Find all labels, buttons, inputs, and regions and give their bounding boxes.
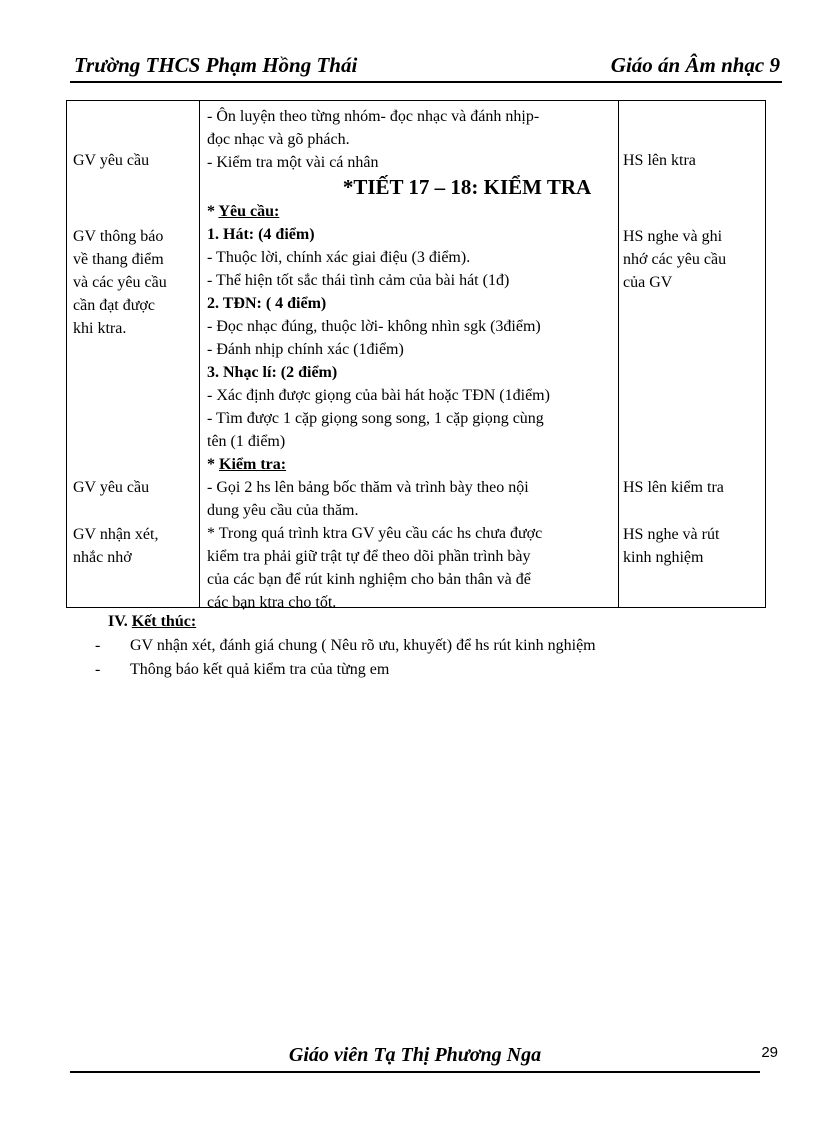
ending-label: Kết thúc: — [131, 613, 197, 630]
ending-section — [95, 610, 596, 682]
content-line: - Gọi 2 hs lên bảng bốc thăm và trình bày theo nội — [207, 479, 529, 496]
content-line: kiểm tra phải giữ trật tự để theo dõi phần trình bày — [207, 548, 531, 565]
lesson-title: *TIẾT 17 – 18: KIỂM TRA — [342, 175, 592, 199]
page-header — [70, 50, 782, 82]
left-cell-2-line: về thang điểm — [73, 251, 164, 268]
content-intro — [207, 105, 617, 174]
requirements-heading — [207, 200, 617, 223]
content-line: - Tìm được 1 cặp giọng song song, 1 cặp giọng cùng — [207, 410, 544, 427]
left-cell-2-line: cần đạt được — [73, 297, 155, 314]
ending-item — [95, 658, 596, 682]
header-rule — [70, 81, 782, 83]
content-line: - Xác định được giọng của bài hát hoặc TĐN (1điểm) — [207, 387, 550, 404]
right-cell-2 — [623, 225, 763, 294]
left-cell-2 — [73, 225, 197, 340]
bullet-dash: - — [95, 637, 101, 654]
right-cell-4-line: HS nghe và rút — [623, 526, 720, 543]
left-cell-3: GV yêu cầu — [73, 479, 150, 496]
content-line: * Trong quá trình ktra GV yêu cầu các hs chưa được — [207, 525, 543, 542]
ending-item-text: GV nhận xét, đánh giá chung ( Nêu rõ ưu, khuyết) để hs rút kinh nghiệm — [130, 637, 596, 654]
content-line: - Đọc nhạc đúng, thuộc lời- không nhìn sgk (3điểm) — [207, 318, 541, 335]
left-cell-1: GV yêu cầu — [73, 152, 150, 169]
section-heading: 1. Hát: (4 điểm) — [207, 226, 315, 243]
content-line: - Ôn luyện theo từng nhóm- đọc nhạc và đánh nhịp- — [207, 108, 540, 125]
bullet-dash: - — [95, 661, 101, 678]
requirements-block — [207, 200, 617, 614]
school-name: Trường THCS Phạm Hồng Thái — [74, 53, 358, 77]
ending-item-text: Thông báo kết quả kiểm tra của từng em — [130, 661, 390, 678]
left-cell-4 — [73, 523, 197, 569]
left-cell-4-line: GV nhận xét, — [73, 526, 159, 543]
ending-item — [95, 634, 596, 658]
ending-heading — [108, 610, 596, 634]
content-line: của các bạn để rút kinh nghiệm cho bản thân và để — [207, 571, 531, 588]
ending-prefix: IV. — [108, 613, 132, 630]
page-number: 29 — [761, 1044, 778, 1061]
content-line: - Đánh nhịp chính xác (1điểm) — [207, 341, 404, 358]
content-line: đọc nhạc và gõ phách. — [207, 131, 350, 148]
subject-title: Giáo án Âm nhạc 9 — [610, 53, 780, 77]
star-mark: * — [207, 456, 219, 473]
right-cell-2-line: nhớ các yêu cầu — [623, 251, 727, 268]
right-cell-1: HS lên ktra — [623, 152, 696, 169]
left-cell-4-line: nhắc nhở — [73, 549, 132, 566]
right-cell-4-line: kinh nghiệm — [623, 549, 704, 566]
page-footer — [70, 1040, 782, 1080]
left-cell-2-line: khi ktra. — [73, 320, 127, 337]
left-cell-2-line: GV thông báo — [73, 228, 164, 245]
teacher-name: Giáo viên Tạ Thị Phương Nga — [288, 1044, 542, 1066]
lesson-table — [66, 100, 766, 611]
right-cell-2-line: HS nghe và ghi — [623, 228, 723, 245]
right-cell-2-line: của GV — [623, 274, 673, 291]
check-heading — [207, 453, 617, 476]
footer-rule — [70, 1071, 760, 1073]
check-label: Kiểm tra: — [219, 456, 287, 473]
left-cell-2-line: và các yêu cầu — [73, 274, 167, 291]
content-line: các bạn ktra cho tốt. — [207, 594, 337, 611]
content-line: - Thể hiện tốt sắc thái tình cảm của bài hát (1đ) — [207, 272, 510, 289]
section-heading: 3. Nhạc lí: (2 điểm) — [207, 364, 338, 381]
right-cell-4 — [623, 523, 763, 569]
star-mark: * — [207, 203, 219, 220]
section-heading: 2. TĐN: ( 4 điểm) — [207, 295, 327, 312]
requirements-label: Yêu cầu: — [218, 203, 280, 220]
content-line: - Thuộc lời, chính xác giai điệu (3 điểm). — [207, 249, 471, 266]
content-line: tên (1 điểm) — [207, 433, 286, 450]
right-cell-3: HS lên kiểm tra — [623, 479, 724, 496]
content-line: - Kiểm tra một vài cá nhân — [207, 154, 379, 171]
content-line: dung yêu cầu của thăm. — [207, 502, 359, 519]
